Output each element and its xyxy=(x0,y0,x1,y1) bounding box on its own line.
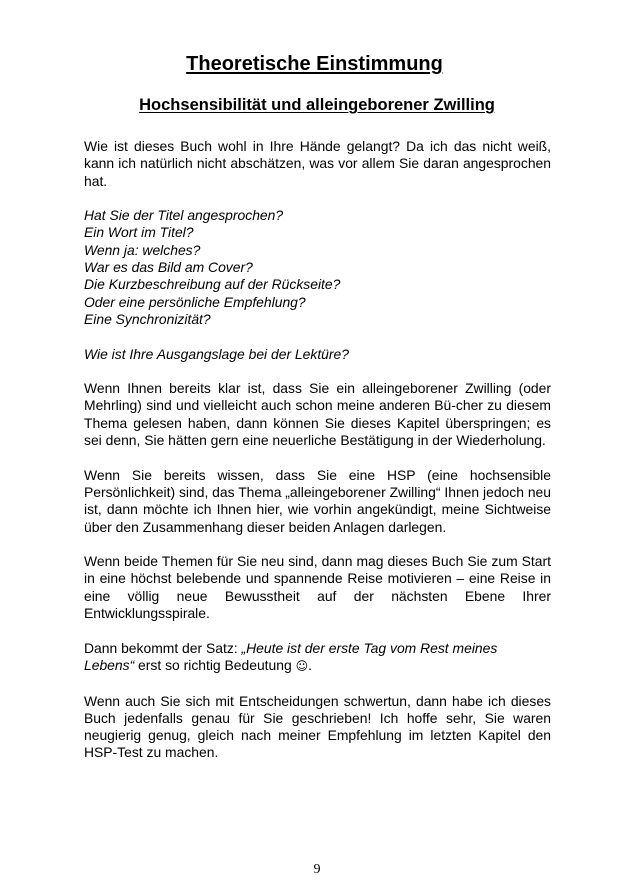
page-number: 9 xyxy=(313,862,321,877)
question-line: Ein Wort im Titel? xyxy=(84,224,194,241)
quote-lead-text: Dann bekommt der Satz: xyxy=(84,639,242,656)
question-list xyxy=(84,207,551,328)
chapter-subtitle: Hochsensibilität und alleingeborener Zwilling xyxy=(139,96,495,114)
question-line: War es das Bild am Cover? xyxy=(84,259,253,276)
closing-paragraph: Wenn auch Sie sich mit Entscheidungen schwertun, dann habe ich dieses Buch jedenfalls genau für Sie geschrieben! Ich hoffe sehr, Sie waren neugierig genug, gleich nach meiner Empfehlung im letzten Kapitel den HSP-Test zu machen. xyxy=(84,692,551,761)
hsp-paragraph: Wenn Sie bereits wissen, dass Sie eine HSP (eine hochsensible Persönlichkeit) sind, das Thema „alleingeborener Zwilling“ Ihnen jedoch neu ist, dann möchte ich Ihnen hier, wie vorhin angekündigt, meine Sichtweise über den Zusammenhang dieser beiden Anlagen darlegen. xyxy=(84,466,551,535)
question-line: Oder eine persönliche Empfehlung? xyxy=(84,293,306,310)
starting-point-question: Wie ist Ihre Ausgangslage bei der Lektüre? xyxy=(84,345,349,362)
question-line: Die Kurzbeschreibung auf der Rückseite? xyxy=(84,276,341,293)
both-new-paragraph: Wenn beide Themen für Sie neu sind, dann mag dieses Buch Sie zum Start in eine höchst belebende und spannende Reise motivieren – eine Reise in eine völlig neue Bewusstheit auf der nächsten Ebene Ihrer Entwicklungsspirale. xyxy=(84,553,551,622)
twin-paragraph: Wenn Ihnen bereits klar ist, dass Sie ein alleingeborener Zwilling (oder Mehrling) sind und vielleicht auch schon meine anderen Bü-cher zu diesem Thema gelesen haben, dann können Sie dieses Kapitel überspringen; es sei denn, Sie hätten gern eine neuerliche Bestätigung in der Wiederholung. xyxy=(84,380,551,449)
quote-paragraph xyxy=(84,640,551,676)
quote-period: . xyxy=(308,656,312,673)
intro-paragraph: Wie ist dieses Buch wohl in Ihre Hände gelangt? Da ich das nicht weiß, kann ich natürlich nicht abschätzen, was vor allem Sie daran angesprochen hat. xyxy=(84,138,551,189)
question-line: Wenn ja: welches? xyxy=(84,241,201,258)
question-line: Hat Sie der Titel angesprochen? xyxy=(84,207,284,224)
chapter-title: Theoretische Einstimmung xyxy=(186,53,443,75)
body-text xyxy=(84,138,551,779)
smiley-icon: ☺ xyxy=(295,658,309,673)
quote-text: „Heute ist der erste Tag vom Rest meines Lebens“ xyxy=(84,639,498,673)
question-line: Eine Synchronizität? xyxy=(84,310,211,327)
quote-tail-text: erst so richtig Bedeutung xyxy=(134,656,296,673)
